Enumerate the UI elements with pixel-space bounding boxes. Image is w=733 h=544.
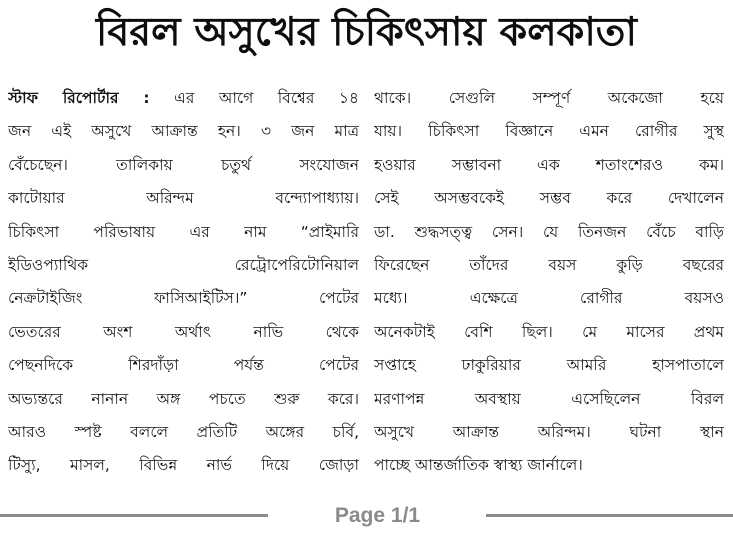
article-line: সপ্তাহে ঢাকুরিয়ার আমরি হাসপাতালে [374, 356, 724, 375]
article-line: ভেতরের অংশ অর্থাৎ নাভি থেকে [8, 322, 359, 341]
article-line: আরও স্পষ্ট বললে প্রতিটি অঙ্গের চর্বি, [8, 422, 359, 441]
page-divider-right [486, 514, 733, 517]
article-column-right [374, 82, 724, 483]
article-line: বেঁচেছেন। তালিকায় চতুর্থ সংযোজন [8, 155, 359, 174]
article-line: ফিরেছেন তাঁদের বয়স কুড়ি বছরের [374, 255, 724, 274]
article-line: টিস্যু, মাসল, বিভিন্ন নার্ভ দিয়ে জোড়া [8, 456, 359, 475]
article-column-left [8, 82, 359, 483]
article-line: চিকিৎসা পরিভাষায় এর নাম “প্রাইমারি [8, 222, 359, 241]
article-line: অসুখে আক্রান্ত অরিন্দম। ঘটনা স্থান [374, 422, 724, 441]
article-line: থাকে। সেগুলি সম্পূর্ণ অকেজো হয়ে [374, 89, 724, 107]
page-divider-left [0, 514, 268, 517]
article-line: নেক্রটাইজিং ফাসিআইটিস।” পেটের [8, 289, 359, 308]
article-line: সেই অসম্ভবকেই সম্ভব করে দেখালেন [374, 189, 724, 208]
headline: বিরল অসুখের চিকিৎসায় কলকাতা [96, 9, 637, 55]
article-line: মধ্যে। এক্ষেত্রে রোগীর বয়সও [374, 289, 724, 308]
page-indicator: Page 1/1 [334, 504, 421, 527]
article-line: পেছনদিকে শিরদাঁড়া পর্যন্ত পেটের [8, 356, 359, 375]
article-line: ইডিওপ্যাথিক রেট্রোপেরিটোনিয়াল [8, 255, 359, 274]
article-line: হওয়ার সম্ভাবনা এক শতাংশেরও কম। [374, 155, 724, 174]
article-line: জন এই অসুখে আক্রান্ত হন। ৩ জন মাত্র [8, 122, 359, 141]
article-line: মরণাপন্ন অবস্থায় এসেছিলেন বিরল [374, 389, 724, 408]
article-line: অভ্যন্তরে নানান অঙ্গ পচতে শুরু করে। [8, 389, 359, 408]
byline: স্টাফ রিপোর্টার : [8, 89, 150, 107]
article-line: ডা. শুদ্ধসত্ত্ব সেন। যে তিনজন বেঁচে বাড়ি [374, 222, 724, 241]
article-line: কাটোয়ার অরিন্দম বন্দ্যোপাধ্যায়। [8, 189, 359, 208]
article-line: অনেকটাই বেশি ছিল। মে মাসের প্রথম [374, 322, 724, 341]
article-line: পাচ্ছে আন্তর্জাতিক স্বাস্থ্য জার্নালে। [374, 456, 583, 475]
article-line [8, 82, 359, 115]
article-line: যায়। চিকিৎসা বিজ্ঞানে এমন রোগীর সুস্থ [374, 122, 724, 141]
article-line-text: এর আগে বিশ্বের ১৪ [149, 89, 359, 107]
